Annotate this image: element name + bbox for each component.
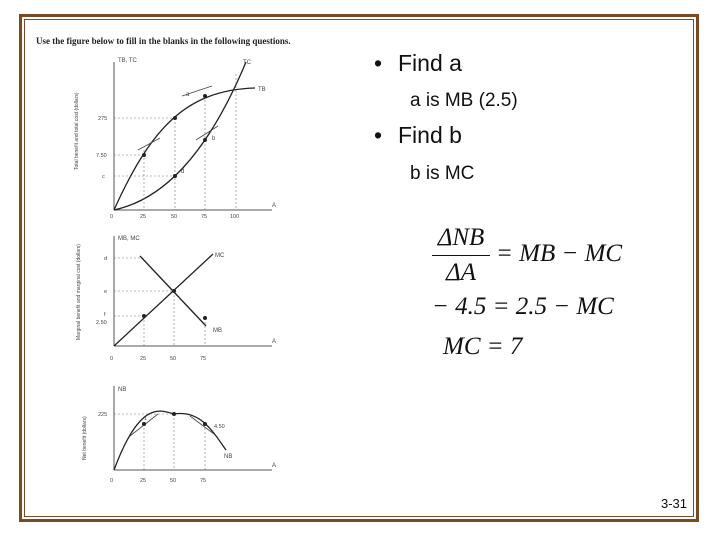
- equation-1-rhs: = MB − MC: [496, 240, 623, 267]
- panel3-side-label: Net benefit (dollars): [82, 416, 88, 460]
- panel2-xtick: 50: [170, 356, 177, 362]
- panel2-ytick: d: [104, 256, 108, 262]
- equation-numerator: ΔNB: [437, 224, 485, 251]
- slide-number: 3-31: [661, 496, 688, 511]
- tc-curve: [114, 62, 246, 210]
- panel3-xaxis-label: A: [272, 463, 277, 469]
- panel2-point: [142, 314, 146, 318]
- panel2-ytick: e: [104, 289, 108, 295]
- panel1-xtick: 0: [110, 214, 114, 220]
- panel1-annotation-d: d: [181, 169, 185, 175]
- panel2-point: [203, 316, 207, 320]
- equation-denominator: ΔA: [446, 259, 476, 286]
- panel2-side-label: Marginal benefit and marginal cost (dollars): [76, 244, 82, 340]
- panel3-xtick: 0: [110, 478, 114, 484]
- panel1-xtick: 25: [140, 214, 147, 220]
- panel3-xtick: 25: [140, 478, 147, 484]
- panel3-point: [172, 412, 176, 416]
- panel1-xtick: 50: [171, 214, 178, 220]
- bullet-dot: •: [374, 50, 383, 76]
- bullet-find-a-text: Find a: [398, 50, 462, 76]
- panel2-xtick: 25: [140, 356, 147, 362]
- panel1-point: [203, 94, 207, 98]
- panel1-point: [173, 116, 177, 120]
- panel2-ylabel: MB, MC: [118, 236, 140, 242]
- panel1-point: [203, 138, 207, 142]
- nb-label: NB: [224, 454, 233, 460]
- panel2-xaxis-label: A: [272, 339, 277, 345]
- mc-label: MC: [215, 253, 225, 259]
- panel2-xtick: 0: [110, 356, 114, 362]
- mc-line: [114, 254, 213, 346]
- bullet-find-b: [374, 122, 462, 149]
- panel3-ytick: 225: [98, 412, 108, 418]
- panel1-ytick: 275: [98, 116, 108, 122]
- panel-total-benefit-cost: [74, 58, 276, 220]
- equation-2: − 4.5 = 2.5 − MC: [432, 293, 614, 320]
- panel1-xtick: 100: [230, 214, 240, 220]
- equation-fraction: [432, 224, 490, 287]
- panel1-annotation-a: a: [186, 92, 190, 98]
- panel3-ylabel: NB: [118, 387, 127, 393]
- tc-label: TC: [243, 60, 251, 66]
- panel1-xtick: 75: [201, 214, 208, 220]
- panel3-annotation: 4.50: [214, 424, 225, 430]
- panel-net-benefit: [82, 386, 276, 484]
- panel3-annotation: 1: [144, 416, 148, 422]
- panel1-annotation-b: b: [212, 136, 216, 142]
- panel2-point: [172, 289, 176, 293]
- panel3-xtick: 50: [170, 478, 177, 484]
- panel3-xtick: 75: [200, 478, 207, 484]
- panel1-xaxis-label: A: [272, 203, 277, 209]
- answer-a: a is MB (2.5): [410, 90, 518, 111]
- panel3-tangent: [190, 416, 214, 434]
- panel1-tangent-c: [138, 138, 160, 150]
- bullet-find-b-text: Find b: [398, 122, 462, 148]
- fraction-bar: [432, 255, 490, 256]
- tb-curve: [114, 88, 255, 210]
- panel1-ytick: 7.50: [96, 153, 107, 159]
- mb-label: MB: [213, 328, 222, 334]
- answer-b: b is MC: [410, 163, 475, 184]
- panel1-point: [173, 174, 177, 178]
- panel2-xtick: 75: [200, 356, 207, 362]
- panel1-ytick: c: [102, 174, 105, 180]
- panel-marginal-benefit-cost: [76, 236, 276, 362]
- equation-3: MC = 7: [443, 333, 523, 360]
- panel1-side-label: Total benefit and total cost (dollars): [74, 92, 80, 170]
- tb-label: TB: [258, 87, 266, 93]
- figure-instruction: Use the figure below to fill in the blanks in the following questions.: [36, 36, 291, 46]
- panel1-ylabel: TB, TC: [118, 58, 137, 64]
- panel1-point: [142, 153, 146, 157]
- panel3-point: [142, 422, 146, 426]
- bullet-dot: •: [374, 122, 383, 148]
- panel2-ytick: 2.50: [96, 320, 107, 326]
- bullet-find-a: [374, 50, 462, 77]
- nb-curve: [114, 411, 226, 470]
- panel2-ytick: f: [104, 312, 106, 318]
- panel3-point: [203, 422, 207, 426]
